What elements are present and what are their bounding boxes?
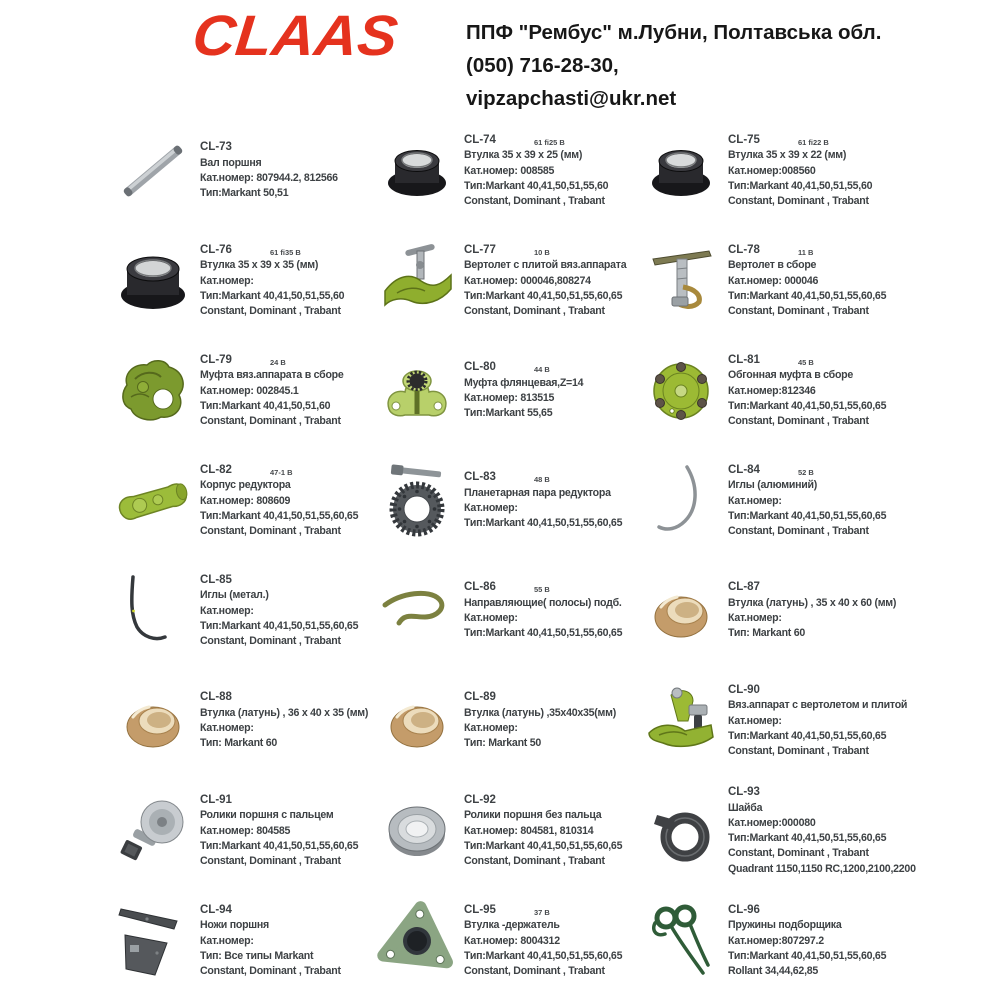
- part-code: CL-89: [464, 691, 496, 704]
- part-type-extra: Constant, Dominant , Trabant: [200, 634, 341, 647]
- part-cell-cl-79: [112, 336, 376, 446]
- tab-washer-image: [640, 783, 722, 879]
- part-cat-number: Кат.номер: 002845.1: [200, 384, 299, 397]
- guide-band-image: [376, 563, 458, 659]
- part-info: [722, 580, 896, 641]
- part-cell-cl-80: [376, 336, 640, 446]
- part-type: Тип:Markant 40,41,50,51,55,60,65: [728, 509, 887, 522]
- part-position-label: 52 B: [798, 467, 814, 477]
- part-type: Тип:Markant 40,41,50,51,55,60,65: [200, 509, 359, 522]
- part-cat-number: Кат.номер: 008585: [464, 164, 555, 177]
- company-info: [466, 16, 881, 115]
- part-type: Тип:Markant 40,41,50,51,60: [200, 399, 331, 412]
- part-type: Тип:Markant 40,41,50,51,55,60,65: [200, 839, 359, 852]
- part-name: Шайба: [728, 801, 763, 814]
- brass-bushing-image: [376, 673, 458, 769]
- part-code: CL-78: [728, 243, 760, 256]
- flange-coupling-image: [376, 343, 458, 439]
- part-cell-cl-82: [112, 446, 376, 556]
- part-type-extra: Rollant 34,44,62,85: [728, 964, 819, 977]
- part-cell-cl-77: [376, 226, 640, 336]
- part-type: Тип: Markant 60: [728, 627, 806, 640]
- part-info: [722, 353, 886, 429]
- part-type-extra: Constant, Dominant , Trabant: [464, 304, 605, 317]
- part-info: [194, 353, 344, 429]
- part-code: CL-87: [728, 581, 760, 594]
- part-type: Тип:Markant 40,41,50,51,55,60: [728, 179, 873, 192]
- part-type-extra: Constant, Dominant , Trabant: [728, 414, 869, 427]
- part-type: Тип: Markant 60: [200, 737, 278, 750]
- part-position-label: 61 fi25 B: [534, 137, 565, 147]
- part-cat-number: Кат.номер:: [200, 604, 254, 617]
- needle-steel-image: [112, 563, 194, 659]
- part-cell-cl-92: [376, 776, 640, 886]
- part-name: Вертолет в сборе: [728, 259, 817, 272]
- part-name: Муфта флянцевая,Z=14: [464, 376, 584, 389]
- part-name: Направляющие( полосы) подб.: [464, 596, 622, 609]
- part-code: CL-96: [728, 903, 760, 916]
- part-position-label: 61 fi35 B: [270, 247, 301, 257]
- piston-shaft-image: [112, 123, 194, 219]
- part-name: Ножи поршня: [200, 919, 269, 932]
- part-cell-cl-83: [376, 446, 640, 556]
- part-info: [458, 580, 622, 641]
- part-type: Тип:Markant 40,41,50,51,55,60,65: [464, 839, 623, 852]
- part-name: Втулка (латунь) , 35 x 40 x 60 (мм): [728, 596, 897, 609]
- part-name: Втулка (латунь) , 36 x 40 x 35 (мм): [200, 706, 369, 719]
- part-position-label: 61 fi22 B: [798, 137, 829, 147]
- gearbox-housing-image: [112, 453, 194, 549]
- part-code: CL-84: [728, 463, 760, 476]
- part-position-label: 55 B: [534, 585, 550, 595]
- part-name: Вертолет с плитой вяз.аппарата: [464, 259, 627, 272]
- part-cat-number: Кат.номер:: [728, 714, 782, 727]
- part-name: Обгонная муфта в сборе: [728, 369, 854, 382]
- part-type-extra: Constant, Dominant , Trabant: [200, 304, 341, 317]
- part-cat-number: Кат.номер:008560: [728, 164, 816, 177]
- part-code: CL-76: [200, 243, 232, 256]
- part-cat-number: Кат.номер:: [728, 612, 782, 625]
- part-name: Муфта вяз.аппарата в сборе: [200, 369, 344, 382]
- brass-bushing-image: [112, 673, 194, 769]
- part-cell-cl-84: [640, 446, 904, 556]
- part-type: Тип: Markant 50: [464, 737, 542, 750]
- part-type: Тип:Markant 40,41,50,51,55,60: [464, 179, 609, 192]
- part-type-extra: Constant, Dominant , Trabant: [728, 744, 869, 757]
- part-type: Тип:Markant 40,41,50,51,55,60,65: [464, 517, 623, 530]
- knotter-plate-image: [376, 233, 458, 329]
- part-info: [458, 243, 626, 319]
- knotter-tbar-image: [640, 233, 722, 329]
- part-name: Втулка 35 x 39 x 22 (мм): [728, 149, 847, 162]
- knife-plates-image: [112, 893, 194, 989]
- part-type-extra: Constant, Dominant , Trabant: [728, 524, 869, 537]
- bushing-black-image: [640, 123, 722, 219]
- part-info: [458, 903, 622, 979]
- part-code: CL-73: [200, 141, 232, 154]
- part-position-label: 10 B: [534, 247, 550, 257]
- cam-clutch-image: [112, 343, 194, 439]
- part-name: Ролики поршня без пальца: [464, 809, 602, 822]
- part-cat-number: Кат.номер: 804585: [200, 824, 291, 837]
- part-type: Тип:Markant 40,41,50,51,55,60,65: [464, 627, 623, 640]
- part-cat-number: Кат.номер: 8004312: [464, 934, 560, 947]
- part-type: Тип:Markant 40,41,50,51,55,60,65: [200, 619, 359, 632]
- part-type-extra: Constant, Dominant , Trabant: [728, 847, 869, 860]
- part-code: CL-91: [200, 793, 232, 806]
- part-name: Вал поршня: [200, 156, 262, 169]
- part-code: CL-92: [464, 793, 496, 806]
- part-code: CL-82: [200, 463, 232, 476]
- part-cat-number: Кат.номер: 807944.2, 812566: [200, 172, 338, 185]
- part-code: CL-86: [464, 581, 496, 594]
- part-type: Тип:Markant 40,41,50,51,55,60,65: [728, 729, 887, 742]
- part-cell-cl-89: [376, 666, 640, 776]
- part-position-label: 11 B: [798, 247, 814, 257]
- part-cell-cl-86: [376, 556, 640, 666]
- part-info: [458, 793, 622, 869]
- part-cell-cl-90: [640, 666, 908, 776]
- parts-grid: [112, 116, 916, 996]
- part-name: Вяз.аппарат с вертолетом и плитой: [728, 699, 908, 712]
- part-code: CL-75: [728, 133, 760, 146]
- part-type: Тип: Все типы Markant: [200, 949, 314, 962]
- part-position-label: 45 B: [798, 357, 814, 367]
- part-info: [722, 683, 908, 759]
- part-name: Втулка 35 x 39 x 35 (мм): [200, 259, 319, 272]
- part-info: [722, 785, 916, 877]
- part-cat-number: Кат.номер:812346: [728, 384, 816, 397]
- part-type: Тип:Markant 55,65: [464, 407, 553, 420]
- part-name: Иглы (алюминий): [728, 479, 818, 492]
- part-cat-number: Кат.номер:: [200, 722, 254, 735]
- part-code: CL-80: [464, 361, 496, 374]
- part-cell-cl-75: [640, 116, 904, 226]
- needle-aluminium-image: [640, 453, 722, 549]
- part-cat-number: Кат.номер:: [464, 612, 518, 625]
- part-type-extra: Constant, Dominant , Trabant: [728, 194, 869, 207]
- part-info: [722, 903, 886, 979]
- company-phone: (050) 716-28-30,: [466, 54, 619, 77]
- knotter-assembly-image: [640, 673, 722, 769]
- part-cell-cl-81: [640, 336, 904, 446]
- part-code: CL-85: [200, 573, 232, 586]
- part-cat-number: Кат.номер:000080: [728, 816, 816, 829]
- part-name: Ролики поршня с пальцем: [200, 809, 334, 822]
- part-code: CL-94: [200, 903, 232, 916]
- part-cell-cl-87: [640, 556, 904, 666]
- part-type-extra: Constant, Dominant , Trabant: [200, 414, 341, 427]
- part-cat-number: Кат.номер:: [464, 502, 518, 515]
- part-cat-number: Кат.номер:807297.2: [728, 934, 824, 947]
- part-info: [722, 463, 886, 539]
- part-type: Тип:Markant 40,41,50,51,55,60,65: [728, 832, 887, 845]
- part-code: CL-90: [728, 683, 760, 696]
- part-cell-cl-91: [112, 776, 376, 886]
- part-code: CL-77: [464, 243, 496, 256]
- triangle-plate-image: [376, 893, 458, 989]
- part-cat-number: Кат.номер:: [200, 274, 254, 287]
- part-type-extra: Constant, Dominant , Trabant: [200, 964, 341, 977]
- part-code: CL-95: [464, 903, 496, 916]
- part-type-extra: Constant, Dominant , Trabant: [464, 854, 605, 867]
- part-info: [194, 463, 358, 539]
- part-cat-number: Кат.номер:: [728, 494, 782, 507]
- part-code: CL-83: [464, 471, 496, 484]
- part-type-extra: Constant, Dominant , Trabant: [464, 194, 605, 207]
- bearing-image: [376, 783, 458, 879]
- part-code: CL-93: [728, 786, 760, 799]
- part-type: Тип:Markant 40,41,50,51,55,60,65: [728, 289, 887, 302]
- part-code: CL-74: [464, 133, 496, 146]
- part-cat-number: Кат.номер: 813515: [464, 392, 555, 405]
- part-type: Тип:Markant 50,51: [200, 187, 289, 200]
- part-position-label: 37 B: [534, 907, 550, 917]
- claas-logo: CLAAS: [189, 4, 401, 68]
- part-name: Втулка (латунь) ,35x40x35(мм): [464, 706, 617, 719]
- part-info: [722, 133, 872, 209]
- part-type: Тип:Markant 40,41,50,51,55,60,65: [464, 289, 623, 302]
- part-cell-cl-94: [112, 886, 376, 996]
- part-type: Тип:Markant 40,41,50,51,55,60,65: [464, 949, 623, 962]
- part-info: [194, 903, 341, 979]
- part-cat-number: Кат.номер: 808609: [200, 494, 291, 507]
- company-email: vipzapchasti@ukr.net: [466, 87, 677, 110]
- part-position-label: 48 B: [534, 475, 550, 485]
- part-cell-cl-78: [640, 226, 904, 336]
- pickup-spring-image: [640, 893, 722, 989]
- part-type-extra: Constant, Dominant , Trabant: [200, 524, 341, 537]
- part-info: [458, 133, 608, 209]
- part-info: [194, 690, 368, 751]
- part-name: Планетарная пара редуктора: [464, 486, 611, 499]
- part-position-label: 24 B: [270, 357, 286, 367]
- part-name: Иглы (метал.): [200, 589, 269, 602]
- part-info: [458, 690, 616, 751]
- part-info: [194, 573, 358, 649]
- part-name: Корпус редуктора: [200, 479, 291, 492]
- part-position-label: 47-1 B: [270, 467, 293, 477]
- part-info: [458, 470, 622, 531]
- part-info: [194, 243, 344, 319]
- part-cat-number: Кат.номер: 804581, 810314: [464, 824, 594, 837]
- part-position-label: 44 B: [534, 365, 550, 375]
- part-type-extra: Constant, Dominant , Trabant: [200, 854, 341, 867]
- part-type: Тип:Markant 40,41,50,51,55,60,65: [728, 949, 887, 962]
- part-cell-cl-85: [112, 556, 376, 666]
- part-cell-cl-95: [376, 886, 640, 996]
- brass-bushing-image: [640, 563, 722, 659]
- part-type-extra: Constant, Dominant , Trabant: [728, 304, 869, 317]
- part-cell-cl-73: [112, 116, 376, 226]
- part-type: Тип:Markant 40,41,50,51,55,60: [200, 289, 345, 302]
- part-info: [722, 243, 886, 319]
- company-name: ППФ "Рембус" м.Лубни, Полтавська обл.: [466, 21, 882, 44]
- part-cell-cl-74: [376, 116, 640, 226]
- part-type: Тип:Markant 40,41,50,51,55,60,65: [728, 399, 887, 412]
- part-cat-number: Кат.номер:: [200, 934, 254, 947]
- bevel-gear-image: [376, 453, 458, 549]
- part-cell-cl-96: [640, 886, 904, 996]
- part-type-extra2: Quadrant 1150,1150 RC,1200,2100,2200: [728, 862, 916, 875]
- bushing-black-image: [376, 123, 458, 219]
- roller-with-pin-image: [112, 783, 194, 879]
- part-name: Втулка 35 x 39 x 25 (мм): [464, 149, 583, 162]
- part-cell-cl-76: [112, 226, 376, 336]
- part-cat-number: Кат.номер: 000046: [728, 274, 819, 287]
- part-code: CL-81: [728, 353, 760, 366]
- part-info: [458, 360, 583, 421]
- part-type-extra: Constant, Dominant , Trabant: [464, 964, 605, 977]
- part-name: Втулка -держатель: [464, 919, 560, 932]
- part-code: CL-88: [200, 691, 232, 704]
- part-name: Пружины подборщика: [728, 919, 842, 932]
- part-info: [194, 793, 358, 869]
- bushing-black-large-image: [112, 233, 194, 329]
- part-cat-number: Кат.номер:: [464, 722, 518, 735]
- part-cell-cl-93: [640, 776, 916, 886]
- part-cell-cl-88: [112, 666, 376, 776]
- stud-hub-image: [640, 343, 722, 439]
- part-cat-number: Кат.номер: 000046,808274: [464, 274, 591, 287]
- part-info: [194, 140, 338, 201]
- part-code: CL-79: [200, 353, 232, 366]
